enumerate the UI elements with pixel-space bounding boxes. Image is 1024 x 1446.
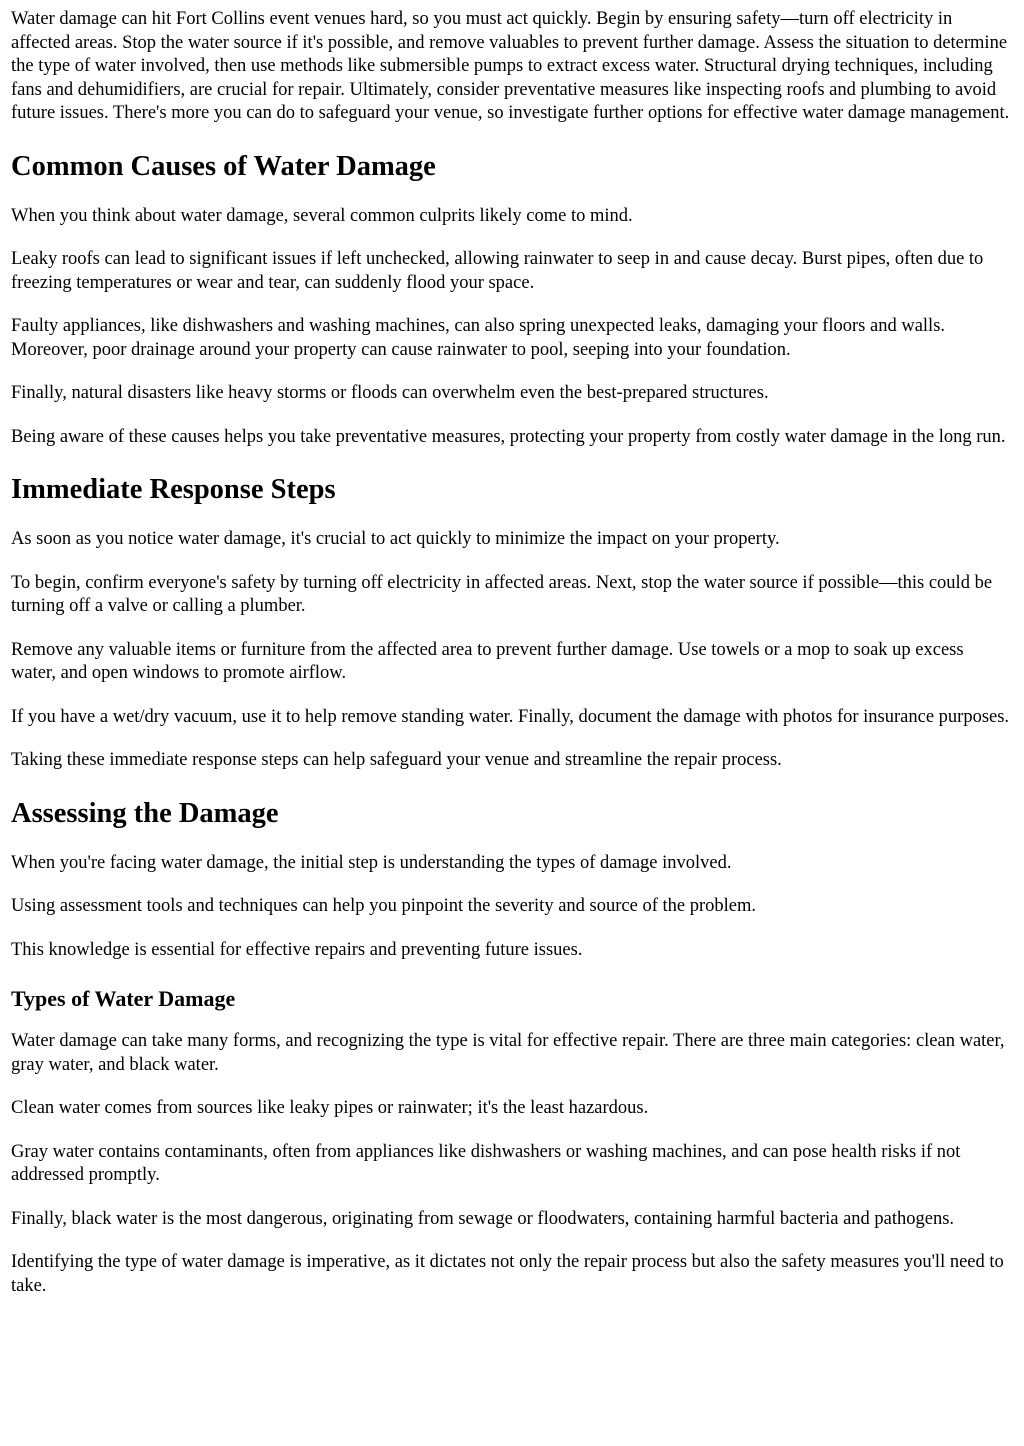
paragraph: As soon as you notice water damage, it's crucial to act quickly to minimize the impact on your property. [11, 529, 780, 549]
paragraph: When you think about water damage, several common culprits likely come to mind. [11, 205, 633, 226]
subsection-types-of-water-damage [11, 985, 1013, 1298]
section-heading: Common Causes of Water Damage [11, 150, 436, 182]
paragraph: Gray water contains contaminants, often from appliances like dishwashers or washing machines, and can pose health risks if not addressed promptly. [11, 1141, 961, 1185]
paragraph: Faulty appliances, like dishwashers and washing machines, can also spring unexpected leaks, damaging your floors and walls. Moreover, poor drainage around your property can cause rainwater to pool, seeping into your foundation. [11, 316, 946, 360]
paragraph: Taking these immediate response steps can help safeguard your venue and streamline the repair process. [11, 750, 782, 770]
paragraph: Water damage can take many forms, and recognizing the type is vital for effective repair. There are three main categories: clean water, gray water, and black water. [11, 1031, 1005, 1075]
paragraph: To begin, confirm everyone's safety by turning off electricity in affected areas. Next, stop the water source if possible—this could be turning off a valve or calling a plumber. [11, 572, 993, 616]
section-heading: Immediate Response Steps [11, 474, 336, 505]
paragraph: Leaky roofs can lead to significant issues if left unchecked, allowing rainwater to seep in and cause decay. Burst pipes, often due to freezing temperatures or wear and tear, can suddenly flood your space. [11, 249, 984, 293]
paragraph: This knowledge is essential for effective repairs and preventing future issues. [11, 939, 583, 960]
paragraph: Being aware of these causes helps you take preventative measures, protecting your property from costly water damage in the long run. [11, 426, 1006, 447]
paragraph: Finally, natural disasters like heavy storms or floods can overwhelm even the best-prepared structures. [11, 383, 769, 403]
section-common-causes [11, 150, 1013, 450]
section-heading: Assessing the Damage [11, 797, 279, 829]
article [11, 8, 1013, 1298]
paragraph: Remove any valuable items or furniture from the affected area to prevent further damage. Use towels or a mop to soak up excess water, and open windows to promote airflow. [11, 639, 964, 683]
paragraph: Clean water comes from sources like leaky pipes or rainwater; it's the least hazardous. [11, 1098, 649, 1118]
section-immediate-response [11, 473, 1013, 773]
paragraph: Finally, black water is the most dangerous, originating from sewage or floodwaters, containing harmful bacteria and pathogens. [11, 1208, 955, 1229]
paragraph: Identifying the type of water damage is imperative, as it dictates not only the repair process but also the safety measures you'll need to take. [11, 1252, 1004, 1296]
subsection-heading: Types of Water Damage [11, 986, 236, 1011]
intro-paragraph: Water damage can hit Fort Collins event venues hard, so you must act quickly. Begin by ensuring safety—turn off electricity in affected areas. Stop the water source if it's possible, and remove valuables to prevent further damage. Assess the situation to determine the type of water involved, then use methods like submersible pumps to extract excess water. Structural drying techniques, including fans and dehumidifiers, are crucial for repair. Ultimately, consider preventative measures like inspecting roofs and plumbing to avoid future issues. There's more you can do to safeguard your venue, so investigate further options for effective water damage management. [11, 9, 1010, 123]
section-assessing-damage [11, 797, 1013, 1299]
paragraph: If you have a wet/dry vacuum, use it to help remove standing water. Finally, document the damage with photos for insurance purposes. [11, 706, 1010, 727]
paragraph: Using assessment tools and techniques can help you pinpoint the severity and source of the problem. [11, 896, 756, 916]
paragraph: When you're facing water damage, the initial step is understanding the types of damage involved. [11, 852, 732, 873]
